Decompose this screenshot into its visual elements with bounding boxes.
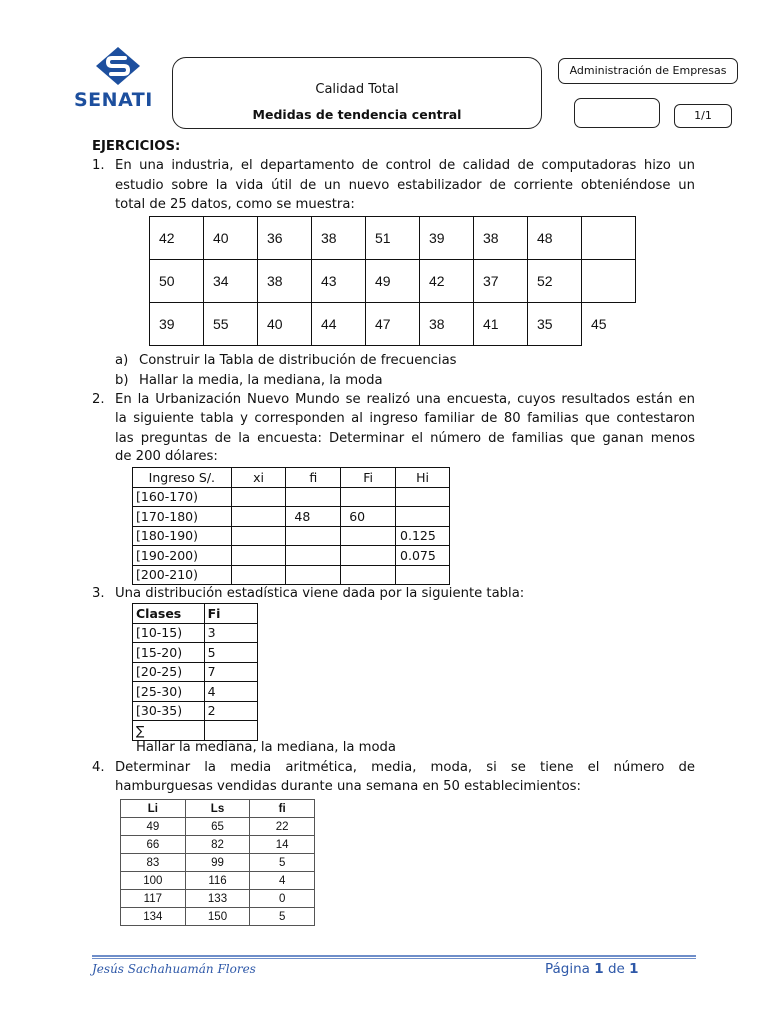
title-box [172, 57, 542, 129]
ex1-line: estudio sobre la vida útil de un nuevo estabilizador de corriente obteniéndose un [115, 178, 695, 193]
ex1-line: total de 25 datos, como se muestra: [115, 197, 355, 212]
table-cell: 47 [366, 303, 420, 346]
ex2-line: de 200 dólares: [115, 449, 218, 464]
footer-divider [92, 958, 696, 959]
table-row [133, 546, 450, 566]
column-header: fi [250, 800, 315, 818]
table-cell: 134 [121, 908, 186, 926]
table-cell: 35 [528, 303, 582, 346]
table-cell: 83 [121, 854, 186, 872]
table-cell [204, 721, 257, 741]
table-cell: 41 [474, 303, 528, 346]
footer-author: Jesús Sachahuamán Flores [92, 962, 256, 976]
ex1-line: En una industria, el departamento de control de calidad de computadoras hizo un [115, 158, 695, 173]
table-cell [231, 526, 286, 546]
table-cell: 49 [366, 260, 420, 303]
ex4-hamburger-table [120, 799, 315, 926]
table-cell [341, 487, 396, 507]
table-cell [231, 565, 286, 585]
table-row [150, 260, 636, 303]
table-cell: 14 [250, 836, 315, 854]
table-cell: 82 [185, 836, 250, 854]
table-cell: 4 [250, 872, 315, 890]
table-cell [341, 526, 396, 546]
table-header-row [133, 468, 450, 488]
ex2-line: la siguiente tabla y corresponden al ingreso familiar de 80 familias que contestaron [115, 411, 695, 426]
table-row [133, 623, 258, 643]
table-cell: 40 [204, 217, 258, 260]
table-header-row [121, 800, 315, 818]
column-header: Hi [396, 468, 450, 488]
table-cell: [180-190) [133, 526, 232, 546]
ex1-number: 1. [92, 158, 105, 173]
table-cell [582, 217, 636, 260]
table-header-row [133, 604, 258, 624]
table-cell: [200-210) [133, 565, 232, 585]
table-cell: 5 [250, 908, 315, 926]
table-cell: 48 [286, 507, 341, 527]
table-cell: 38 [420, 303, 474, 346]
page-of: de [607, 961, 625, 977]
table-cell: [30-35) [133, 701, 205, 721]
table-row [133, 565, 450, 585]
course-title: Calidad Total [315, 82, 399, 97]
table-cell: 43 [312, 260, 366, 303]
table-cell [582, 260, 636, 303]
blank-field-box [574, 98, 660, 128]
table-cell: 40 [258, 303, 312, 346]
senati-emblem-icon [94, 46, 142, 86]
table-cell: 99 [185, 854, 250, 872]
table-cell: 34 [204, 260, 258, 303]
table-cell: 37 [474, 260, 528, 303]
column-header: Ingreso S/. [133, 468, 232, 488]
column-header: Ls [185, 800, 250, 818]
table-row [121, 836, 315, 854]
ex2-income-table [132, 467, 450, 585]
table-cell: 50 [150, 260, 204, 303]
table-cell: 60 [341, 507, 396, 527]
ex1-data-table [149, 216, 636, 346]
table-cell [396, 487, 450, 507]
table-cell: 39 [150, 303, 204, 346]
table-cell: 48 [528, 217, 582, 260]
table-cell: [25-30) [133, 682, 205, 702]
ex3-line: Una distribución estadística viene dada por la siguiente tabla: [115, 586, 525, 601]
table-cell: 5 [250, 854, 315, 872]
department-label: Administración de Empresas [558, 58, 738, 84]
ex1-item-text: Construir la Tabla de distribución de frecuencias [139, 353, 457, 368]
table-cell: 7 [204, 662, 257, 682]
table-cell: [20-25) [133, 662, 205, 682]
ex1-item-text: Hallar la media, la mediana, la moda [139, 373, 383, 388]
column-header: Li [121, 800, 186, 818]
ex2-line: las preguntas de la encuesta: Determinar el número de familias que ganan menos [115, 431, 695, 446]
table-row [133, 662, 258, 682]
page-current: 1 [594, 961, 604, 977]
table-cell: 38 [258, 260, 312, 303]
table-cell: 38 [474, 217, 528, 260]
table-cell: 100 [121, 872, 186, 890]
table-cell: 150 [185, 908, 250, 926]
table-cell: 44 [312, 303, 366, 346]
ex4-line: hamburguesas vendidas durante una semana en 50 establecimientos: [115, 779, 581, 794]
table-row [150, 303, 636, 346]
ex1-item-marker: b) [115, 373, 129, 388]
table-cell: 55 [204, 303, 258, 346]
table-cell [286, 546, 341, 566]
table-row [121, 872, 315, 890]
ex4-number: 4. [92, 760, 105, 775]
table-cell: 38 [312, 217, 366, 260]
table-cell: 66 [121, 836, 186, 854]
sum-symbol-cell: ∑ [133, 721, 205, 741]
senati-logo [74, 46, 164, 116]
table-row [150, 217, 636, 260]
page-label: Página [545, 961, 590, 977]
table-cell: 42 [150, 217, 204, 260]
table-row [121, 890, 315, 908]
table-cell: 117 [121, 890, 186, 908]
table-cell [231, 487, 286, 507]
table-cell: 39 [420, 217, 474, 260]
table-row [133, 721, 258, 741]
table-cell: 42 [420, 260, 474, 303]
table-cell [231, 507, 286, 527]
table-row [133, 526, 450, 546]
logo-text: SENATI [74, 89, 153, 111]
table-cell: 133 [185, 890, 250, 908]
table-row [133, 682, 258, 702]
table-cell [286, 487, 341, 507]
table-cell [396, 507, 450, 527]
table-cell: 4 [204, 682, 257, 702]
table-row [121, 854, 315, 872]
table-cell: 49 [121, 818, 186, 836]
table-cell: 65 [185, 818, 250, 836]
table-cell [231, 546, 286, 566]
table-cell: 2 [204, 701, 257, 721]
table-row [133, 487, 450, 507]
ex3-classes-table [132, 603, 258, 741]
table-row [121, 908, 315, 926]
table-row [133, 643, 258, 663]
table-cell: 52 [528, 260, 582, 303]
table-cell: 3 [204, 623, 257, 643]
table-row [121, 818, 315, 836]
footer-divider [92, 955, 696, 957]
page-total: 1 [629, 961, 639, 977]
ex3-number: 3. [92, 586, 105, 601]
table-row [133, 701, 258, 721]
topic-title: Medidas de tendencia central [252, 107, 462, 122]
table-cell: [190-200) [133, 546, 232, 566]
table-cell: 5 [204, 643, 257, 663]
ex4-line: Determinar la media aritmética, media, moda, si se tiene el número de [115, 760, 695, 775]
exercises-heading: EJERCICIOS: [92, 139, 181, 154]
table-cell: 51 [366, 217, 420, 260]
page-indicator: 1/1 [674, 104, 732, 128]
column-header: Clases [133, 604, 205, 624]
table-cell: [15-20) [133, 643, 205, 663]
ex2-number: 2. [92, 392, 105, 407]
column-header: Fi [204, 604, 257, 624]
ex3-instruction: Hallar la mediana, la mediana, la moda [136, 740, 396, 755]
table-cell: [10-15) [133, 623, 205, 643]
table-cell: 116 [185, 872, 250, 890]
table-cell [396, 565, 450, 585]
table-cell: 22 [250, 818, 315, 836]
table-cell: 0 [250, 890, 315, 908]
table-cell: [160-170) [133, 487, 232, 507]
column-header: Fi [341, 468, 396, 488]
ex1-item-marker: a) [115, 353, 129, 368]
column-header: xi [231, 468, 286, 488]
table-cell [341, 546, 396, 566]
table-cell: 36 [258, 217, 312, 260]
table-row [133, 507, 450, 527]
table-cell [286, 565, 341, 585]
table-cell: 0.125 [396, 526, 450, 546]
table-cell: 45 [582, 303, 636, 346]
table-cell: 0.075 [396, 546, 450, 566]
table-cell: [170-180) [133, 507, 232, 527]
table-cell [341, 565, 396, 585]
table-cell [286, 526, 341, 546]
ex2-line: En la Urbanización Nuevo Mundo se realizó una encuesta, cuyos resultados están en [115, 392, 695, 407]
column-header: fi [286, 468, 341, 488]
footer-page-number [545, 961, 639, 977]
